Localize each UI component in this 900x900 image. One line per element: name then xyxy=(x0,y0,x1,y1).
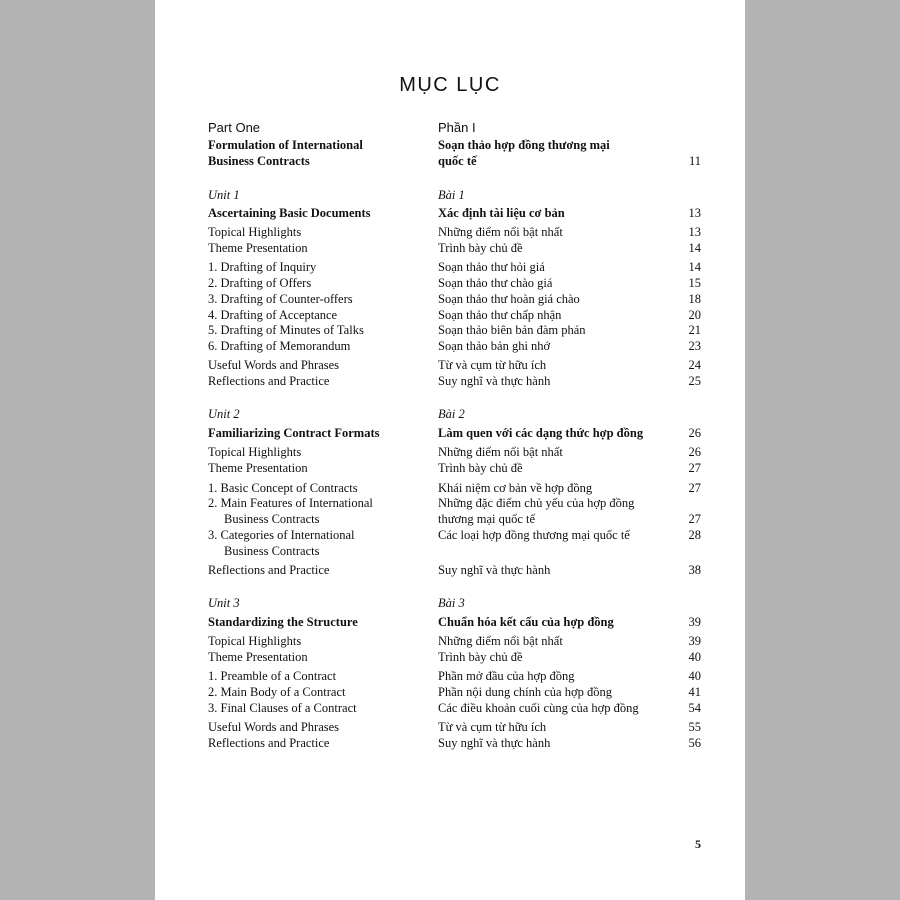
unit1-title-vi: Xác định tài liệu cơ bản xyxy=(438,206,565,220)
toc-entry-vi: Những đặc điểm chủ yếu của hợp đồng xyxy=(438,496,635,510)
toc-entry-en: Useful Words and Phrases xyxy=(208,720,340,734)
unit2-title-vi: Làm quen với các dạng thức hợp đồng xyxy=(438,426,644,440)
toc-entry-en: Reflections and Practice xyxy=(208,563,330,577)
toc-entry-vi: Các loại hợp đồng thương mại quốc tế xyxy=(438,528,630,542)
toc-entry-page: 24 xyxy=(688,358,701,372)
toc-entry-en: Theme Presentation xyxy=(208,650,308,664)
toc-entry-page: 56 xyxy=(688,736,701,750)
toc-entry-vi: Trình bày chủ đề xyxy=(438,241,523,255)
toc-entry-en: 2. Main Body of a Contract xyxy=(208,685,346,699)
toc-entry-vi: Suy nghĩ và thực hành xyxy=(438,563,551,577)
toc-entry-en: 2. Main Features of International xyxy=(208,496,373,510)
toc-entry-vi: Soạn thảo thư chấp nhận xyxy=(438,308,562,322)
part-label-vi: Phần I xyxy=(438,120,476,135)
toc-entry-page: 23 xyxy=(688,339,701,353)
unit3-label-en: Unit 3 xyxy=(208,596,240,610)
unit3-label-vi: Bài 3 xyxy=(438,596,465,610)
toc-entry-page: 14 xyxy=(688,241,701,255)
toc-entry-page: 40 xyxy=(688,669,701,683)
part-title-vi-line2: quốc tế xyxy=(438,154,477,168)
toc-entry-vi: Soạn thảo thư hoàn giá chào xyxy=(438,292,580,306)
unit2-label-vi: Bài 2 xyxy=(438,407,465,421)
toc-entry-en: 3. Categories of International xyxy=(208,528,355,542)
unit2-label-en: Unit 2 xyxy=(208,407,240,421)
unit1-page: 13 xyxy=(688,206,701,220)
toc-entry-page: 21 xyxy=(688,323,701,337)
toc-entry-page: 27 xyxy=(688,512,701,526)
toc-entry-vi: Những điểm nổi bật nhất xyxy=(438,225,563,239)
toc-entry-en: 1. Preamble of a Contract xyxy=(208,669,337,683)
toc-entry-en: Useful Words and Phrases xyxy=(208,358,340,372)
unit3-page: 39 xyxy=(688,615,701,629)
toc-entry-vi: Trình bày chủ đề xyxy=(438,461,523,475)
page-number: 5 xyxy=(695,837,701,851)
toc-entry-vi: Từ và cụm từ hữu ích xyxy=(438,358,547,372)
toc-entry-page: 26 xyxy=(688,445,701,459)
part-title-en-line1: Formulation of International xyxy=(208,138,363,152)
page-title: MỤC LỤC xyxy=(399,74,501,96)
toc-entry-vi: Soạn thảo thư hỏi giá xyxy=(438,260,545,274)
toc-entry-en: Topical Highlights xyxy=(208,225,302,239)
unit1-label-vi: Bài 1 xyxy=(438,188,465,202)
toc-entry-page: 38 xyxy=(688,563,701,577)
toc-entry-en: 5. Drafting of Minutes of Talks xyxy=(208,323,364,337)
toc-entry-page: 41 xyxy=(688,685,701,699)
toc-entry-vi: Các điều khoản cuối cùng của hợp đồng xyxy=(438,701,639,715)
toc-entry-page: 28 xyxy=(688,528,701,542)
unit3-title-vi: Chuẩn hóa kết cấu của hợp đồng xyxy=(438,615,614,629)
toc-entry-en: Theme Presentation xyxy=(208,241,308,255)
toc-entry-en-continued: Business Contracts xyxy=(224,544,320,558)
document-page xyxy=(155,0,745,900)
toc-entry-page: 27 xyxy=(688,461,701,475)
part-page: 11 xyxy=(688,154,701,168)
toc-entry-vi: Suy nghĩ và thực hành xyxy=(438,374,551,388)
toc-entry-en: 1. Basic Concept of Contracts xyxy=(208,481,358,495)
toc-entry-page: 39 xyxy=(688,634,701,648)
toc-entry-en: Topical Highlights xyxy=(208,445,302,459)
toc-entry-en: 2. Drafting of Offers xyxy=(208,276,312,290)
toc-entry-vi: Phần nội dung chính của hợp đồng xyxy=(438,685,612,699)
toc-entry-en: 3. Final Clauses of a Contract xyxy=(208,701,357,715)
unit2-title-en: Familiarizing Contract Formats xyxy=(208,426,380,440)
toc-entry-en: 4. Drafting of Acceptance xyxy=(208,308,338,322)
part-label-en: Part One xyxy=(208,120,261,135)
part-title-vi-line1: Soạn thảo hợp đồng thương mại xyxy=(438,138,610,152)
toc-entry-page: 20 xyxy=(688,308,701,322)
unit1-label-en: Unit 1 xyxy=(208,188,240,202)
toc-entry-vi: Từ và cụm từ hữu ích xyxy=(438,720,547,734)
toc-entry-en: 3. Drafting of Counter-offers xyxy=(208,292,353,306)
toc-entry-vi: Những điểm nổi bật nhất xyxy=(438,634,563,648)
toc-entry-en: Theme Presentation xyxy=(208,461,308,475)
toc-entry-page: 18 xyxy=(688,292,701,306)
toc-entry-vi: Soạn thảo bản ghi nhớ xyxy=(438,339,551,353)
toc-entry-page: 25 xyxy=(688,374,701,388)
toc-entry-page: 13 xyxy=(688,225,701,239)
toc-entry-en: Reflections and Practice xyxy=(208,374,330,388)
toc-entry-vi: Những điểm nổi bật nhất xyxy=(438,445,563,459)
toc-entry-en: 1. Drafting of Inquiry xyxy=(208,260,317,274)
toc-entry-vi: Soạn thảo biên bản đàm phán xyxy=(438,323,586,337)
toc-entry-en: Topical Highlights xyxy=(208,634,302,648)
toc-entry-en-continued: Business Contracts xyxy=(224,512,320,526)
toc-entry-vi: Suy nghĩ và thực hành xyxy=(438,736,551,750)
toc-entry-page: 27 xyxy=(688,481,701,495)
toc-entry-vi: Trình bày chủ đề xyxy=(438,650,523,664)
toc-entry-page: 15 xyxy=(688,276,701,290)
part-title-en-line2: Business Contracts xyxy=(208,154,310,168)
toc-entry-en: 6. Drafting of Memorandum xyxy=(208,339,351,353)
toc-entry-vi: Khái niệm cơ bản về hợp đồng xyxy=(438,481,593,495)
toc-entry-vi: thương mại quốc tế xyxy=(438,512,536,526)
toc-entry-page: 54 xyxy=(688,701,701,715)
toc-entry-vi: Soạn thảo thư chào giá xyxy=(438,276,553,290)
toc-entry-page: 55 xyxy=(688,720,701,734)
unit1-title-en: Ascertaining Basic Documents xyxy=(208,206,371,220)
toc-entry-en: Reflections and Practice xyxy=(208,736,330,750)
unit3-title-en: Standardizing the Structure xyxy=(208,615,358,629)
toc-entry-page: 14 xyxy=(688,260,701,274)
toc-entry-page: 40 xyxy=(688,650,701,664)
unit2-page: 26 xyxy=(688,426,701,440)
toc-entry-vi: Phần mở đầu của hợp đồng xyxy=(438,669,575,683)
